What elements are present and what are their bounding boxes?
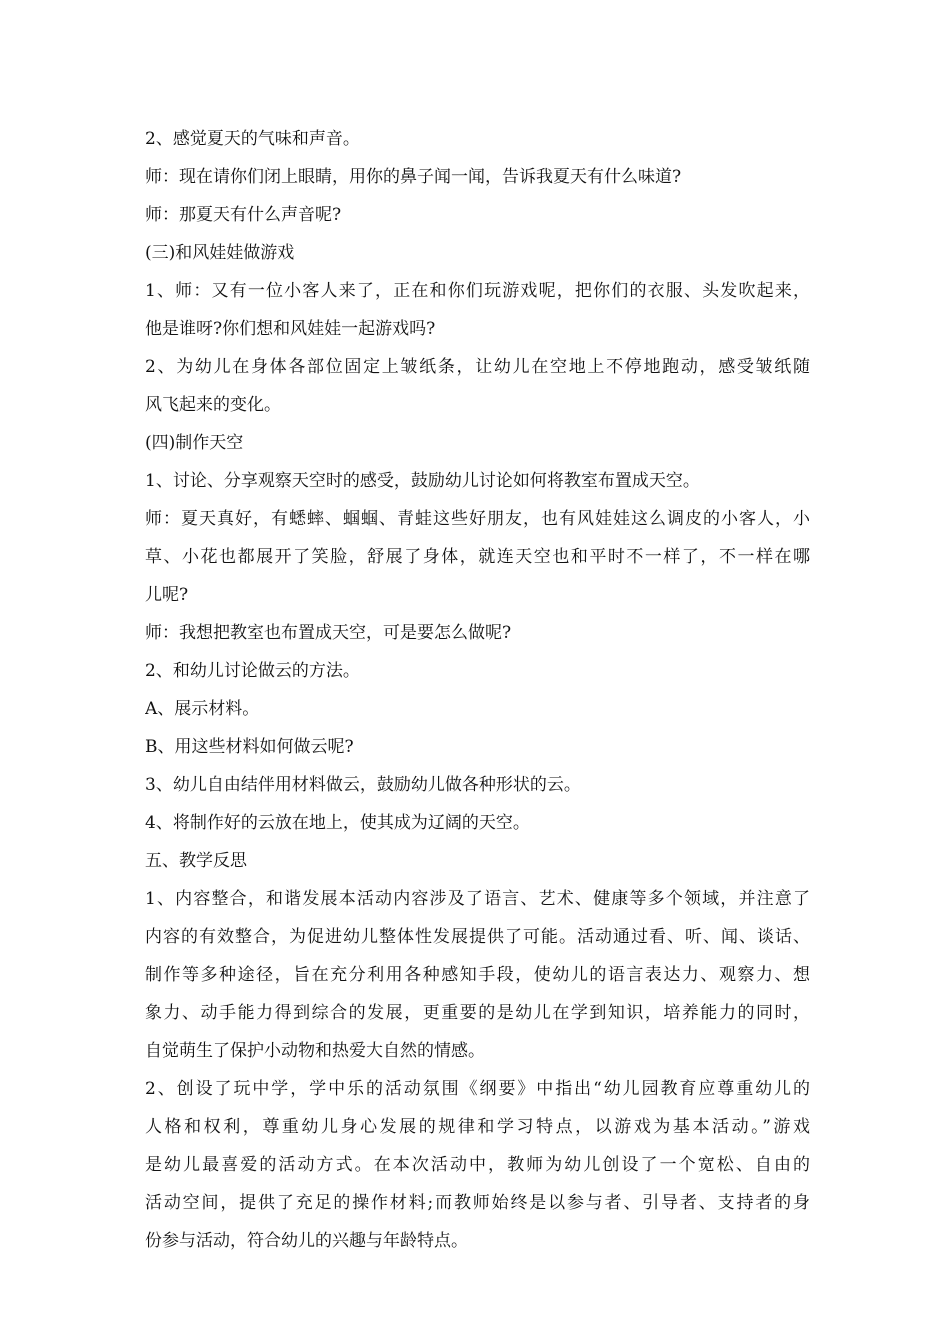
text-line: (三)和风娃娃做游戏: [145, 243, 295, 263]
text-line: 师：现在请你们闭上眼睛，用你的鼻子闻一闻，告诉我夏天有什么味道?: [145, 167, 682, 187]
text-line: 4、将制作好的云放在地上，使其成为辽阔的天空。: [145, 813, 530, 833]
text-line: 象力、动手能力得到综合的发展，更重要的是幼儿在学到知识，培养能力的同时，: [145, 1003, 810, 1023]
document-page: [145, 120, 810, 1260]
text-line: 草、小花也都展开了笑脸，舒展了身体，就连天空也和平时不一样了，不一样在哪: [145, 547, 810, 567]
text-line: 师：那夏天有什么声音呢?: [145, 205, 342, 225]
text-line: 他是谁呀?你们想和风娃娃一起游戏吗?: [145, 319, 436, 339]
text-line: 活动空间，提供了充足的操作材料;而教师始终是以参与者、引导者、支持者的身: [145, 1193, 810, 1213]
text-line: 人格和权利，尊重幼儿身心发展的规律和学习特点，以游戏为基本活动。”游戏: [145, 1117, 810, 1137]
text-line: 儿呢?: [145, 585, 189, 605]
text-line: 师：我想把教室也布置成天空，可是要怎么做呢?: [145, 623, 512, 643]
text-line: 制作等多种途径，旨在充分利用各种感知手段，使幼儿的语言表达力、观察力、想: [145, 965, 810, 985]
text-line: 2、感觉夏天的气味和声音。: [145, 129, 360, 149]
text-line: 3、幼儿自由结伴用材料做云，鼓励幼儿做各种形状的云。: [145, 775, 581, 795]
text-line: 1、师：又有一位小客人来了，正在和你们玩游戏呢，把你们的衣服、头发吹起来，: [145, 281, 810, 301]
text-line: 1、内容整合，和谐发展本活动内容涉及了语言、艺术、健康等多个领域，并注意了: [145, 889, 810, 909]
text-line: 份参与活动，符合幼儿的兴趣与年龄特点。: [145, 1231, 468, 1251]
text-line: 是幼儿最喜爱的活动方式。在本次活动中，教师为幼儿创设了一个宽松、自由的: [145, 1155, 810, 1175]
text-line: 内容的有效整合，为促进幼儿整体性发展提供了可能。活动通过看、听、闻、谈话、: [145, 927, 810, 947]
text-line: 师：夏天真好，有蟋蟀、蝈蝈、青蛙这些好朋友，也有风娃娃这么调皮的小客人，小: [145, 509, 810, 529]
text-line: A、展示材料。: [145, 699, 260, 719]
text-line: 1、讨论、分享观察天空时的感受，鼓励幼儿讨论如何将教室布置成天空。: [145, 471, 700, 491]
text-line: (四)制作天空: [145, 433, 244, 453]
text-line: 风飞起来的变化。: [145, 395, 281, 415]
text-line: B、用这些材料如何做云呢?: [145, 737, 354, 757]
text-line: 2、创设了玩中学，学中乐的活动氛围《纲要》中指出“幼儿园教育应尊重幼儿的: [145, 1079, 810, 1099]
text-line: 2、为幼儿在身体各部位固定上皱纸条，让幼儿在空地上不停地跑动，感受皱纸随: [145, 357, 810, 377]
text-line: 自觉萌生了保护小动物和热爱大自然的情感。: [145, 1041, 485, 1061]
text-line: 五、教学反思: [145, 851, 247, 871]
text-line: 2、和幼儿讨论做云的方法。: [145, 661, 360, 681]
